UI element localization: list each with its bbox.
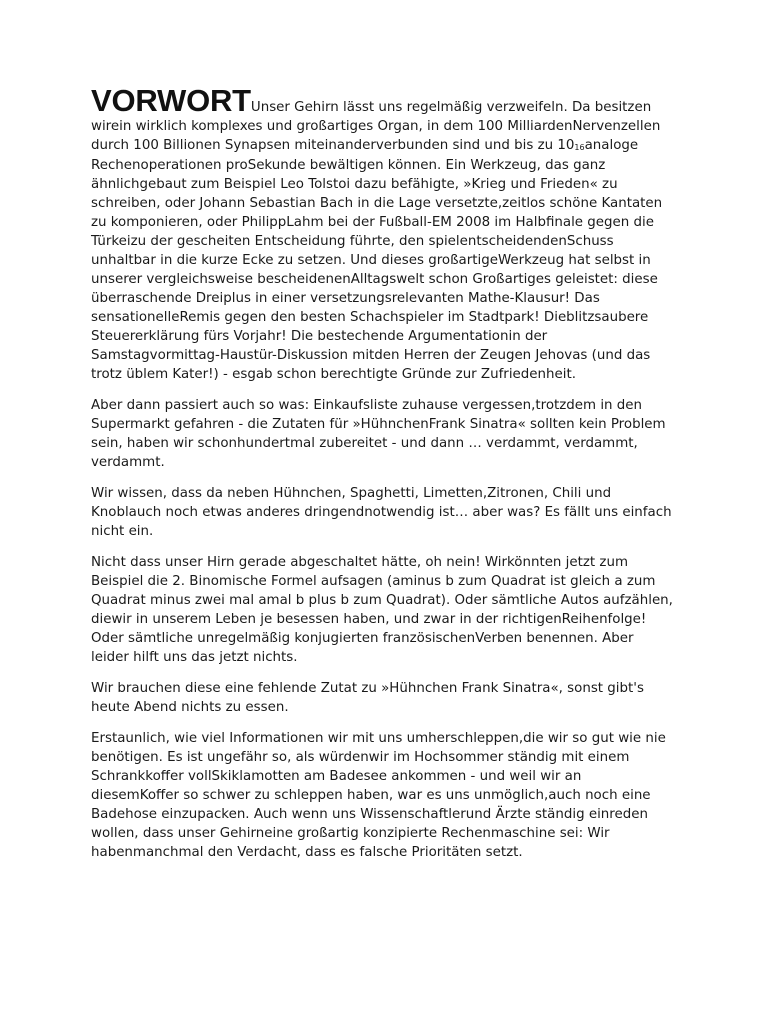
intro-paragraph [91, 83, 673, 384]
exponent-superscript: 16 [574, 143, 585, 152]
paragraph-information-load: Erstaunlich, wie viel Informationen wir mit uns umherschleppen,die wir so gut wie nie benötigen. Es ist ungefähr so, als würdenwir im Hochsommer ständig mit einem Schrankkoffer vollSkiklamotten am Badesee ankommen - und weil wir an diesemKoffer so schwer zu schleppen haben, war es uns unmöglich,auch noch eine Badehose einzupacken. Auch wenn uns Wissenschaftlerund Ärzte ständig einreden wollen, dass unser Gehirneine großartig konzipierte Rechenmaschine sei: Wir habenmanchmal den Verdacht, dass es falsche Prioritäten setzt. [91, 731, 666, 860]
paragraph-frank-sinatra: Wir brauchen diese eine fehlende Zutat zu »Hühnchen Frank Sinatra«, sonst gibt's heute Abend nichts zu essen. [91, 681, 644, 715]
intro-text-part2: analoge Rechenoperationen proSekunde bewältigen können. Ein Werkzeug, das ganz ähnlichgebaut zum Beispiel Leo Tolstoi dazu befähigte, »Krieg und Frieden« zu schreiben, oder Johann Sebastian Bach in die Lage versetzte,zeitlos schöne Kantaten zu komponieren, oder PhilippLahm bei der Fußball-EM 2008 im Halbfinale gegen die Türkeizu der gescheiten Entscheidung führte, den spielentscheidendenSchuss unhaltbar in die kurze Ecke zu setzen. Und dieses großartigeWerkzeug hat selbst in unserer vergleichsweise bescheidenenAlltagswelt schon Großartiges geleistet: diese überraschende Dreiplus in einer versetzungsrelevanten Mathe-Klausur! Das sensationelleRemis gegen den besten Schachspieler im Stadtpark! Dieblitzsaubere Steuererklärung fürs Vorjahr! Die bestechende Argumentationin der Samstagvormittag-Haustür-Diskussion mitden Herren der Zeugen Jehovas (und das trotz üblem Kater!) - esgab schon berechtigte Gründe zur Zufriedenheit. [91, 138, 663, 382]
paragraph-missing-ingredient: Wir wissen, dass da neben Hühnchen, Spaghetti, Limetten,Zitronen, Chili und Knoblauch noch etwas anderes dringendnotwendig ist… aber was? Es fällt uns einfach nicht ein. [91, 486, 672, 539]
page-title: VORWORT [91, 83, 251, 118]
document-page [91, 83, 673, 874]
paragraph-supermarket: Aber dann passiert auch so was: Einkaufsliste zuhause vergessen,trotzdem in den Supermarkt gefahren - die Zutaten für »HühnchenFrank Sinatra« sollten kein Problem sein, haben wir schonhundertmal zubereitet - und dann … verdammt, verdammt, verdammt. [91, 398, 666, 470]
intro-text-part1: Unser Gehirn lässt uns regelmäßig verzweifeln. Da besitzen wirein wirklich komplexes und großartiges Organ, in dem 100 MilliardenNervenzellen durch 100 Billionen Synapsen miteinanderverbunden sind und bis zu 10 [91, 100, 661, 153]
paragraph-binomial-formula: Nicht dass unser Hirn gerade abgeschaltet hätte, oh nein! Wirkönnten jetzt zum Beispiel die 2. Binomische Formel aufsagen (aminus b zum Quadrat ist gleich a zum Quadrat minus zwei mal amal b plus b zum Quadrat). Oder sämtliche Autos aufzählen, diewir in unserem Leben je besessen haben, und zwar in der richtigenReihenfolge! Oder sämtliche unregelmäßig konjugierten französischenVerben benennen. Aber leider hilft uns das jetzt nichts. [91, 555, 673, 665]
